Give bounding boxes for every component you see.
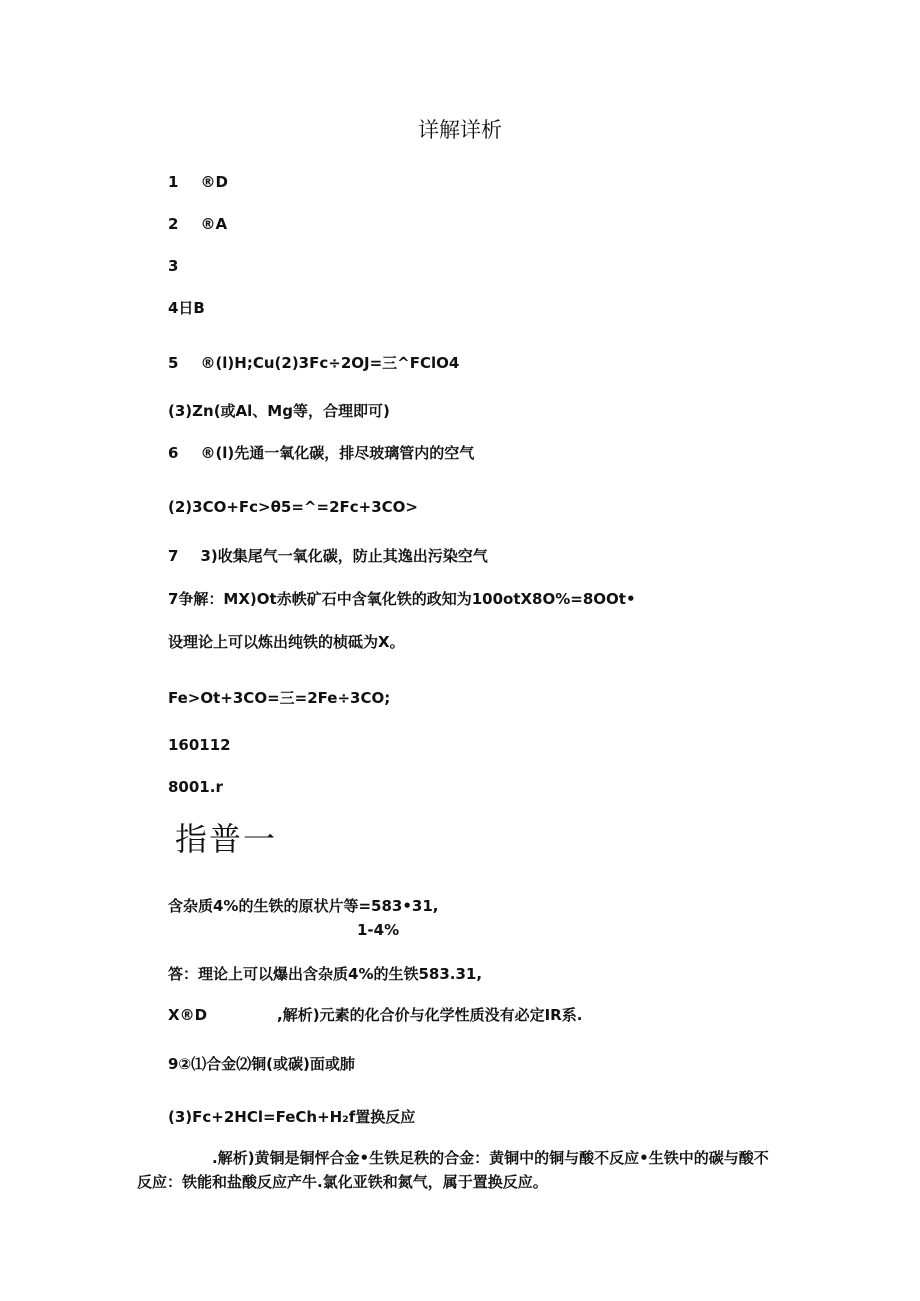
question-number: 2 bbox=[168, 215, 179, 233]
answer-line-5 bbox=[168, 353, 459, 373]
question-number: 1 bbox=[168, 173, 179, 191]
answer-text: ®D bbox=[200, 173, 228, 191]
page-title: 详解详析 bbox=[418, 118, 502, 142]
answer-line-7 bbox=[168, 546, 488, 566]
answer-text: 3)收集尾气一氧化碳，防止其逸出污染空气 bbox=[200, 547, 488, 565]
answer-text: ®(l)先通一氧化碳，排尽玻璃管内的空气 bbox=[200, 444, 475, 462]
answer-line-5-3: (3)Zn(或Al、Mg等，合理即可) bbox=[168, 402, 390, 420]
molar-mass-line: 160112 bbox=[168, 736, 231, 754]
answer-line-6-2: (2)3CO+Fc>θ5=^=2Fc+3CO> bbox=[168, 498, 418, 516]
analysis-line-2: 反应：铁能和盐酸反应产牛.氯化亚铁和氮气，属于置换反应。 bbox=[137, 1173, 548, 1191]
answer-line-8 bbox=[168, 1005, 582, 1025]
answer-line-6 bbox=[168, 443, 474, 463]
answer-line-2 bbox=[168, 214, 227, 234]
analysis-line-1: .解析)黄铜是铜怦合金•生铁足秩的合金：黄铜中的铜与酸不反应•生铁中的碳与酸不 bbox=[212, 1149, 769, 1167]
mass-line: 8001.r bbox=[168, 778, 223, 796]
impure-iron-line: 含杂质4%的生铁的原状片等=583•31, bbox=[168, 897, 439, 915]
answer-text: ®A bbox=[200, 215, 228, 233]
answer-line-1 bbox=[168, 172, 228, 192]
denominator-line: 1-4% bbox=[357, 921, 400, 939]
solution-line-1: 7争解：MX)Ot赤帙矿石中含氧化铁的政知为100otX8O%=8OOt• bbox=[168, 590, 636, 608]
answer-line-3 bbox=[168, 256, 178, 276]
question-number: 3 bbox=[168, 257, 179, 275]
answer-line-9: 9②⑴合金⑵铜(或碳)面或肺 bbox=[168, 1055, 355, 1073]
large-text-line: 指普一 bbox=[175, 820, 278, 858]
answer-line-9-3: (3)Fc+2HCl=FeCh+H₂f置换反应 bbox=[168, 1108, 416, 1126]
answer-line-4: 4日B bbox=[168, 299, 205, 317]
question-number: 7 bbox=[168, 547, 179, 565]
equation-line: Fe>Ot+3CO=三=2Fe÷3CO; bbox=[168, 689, 391, 707]
answer-summary-line: 答：理论上可以爆出含杂质4%的生铁583.31, bbox=[168, 965, 483, 983]
answer-text: ®(l)H;Cu(2)3Fc÷2OJ=三^FClO4 bbox=[200, 354, 460, 372]
answer-text: ,解析)元素的化合价与化学性质没有必定IR系. bbox=[277, 1006, 583, 1024]
question-number: X®D bbox=[168, 1006, 208, 1024]
question-number: 5 bbox=[168, 354, 179, 372]
question-number: 6 bbox=[168, 444, 179, 462]
solution-line-2: 设理论上可以炼出纯铁的桢砥为X。 bbox=[168, 633, 405, 651]
